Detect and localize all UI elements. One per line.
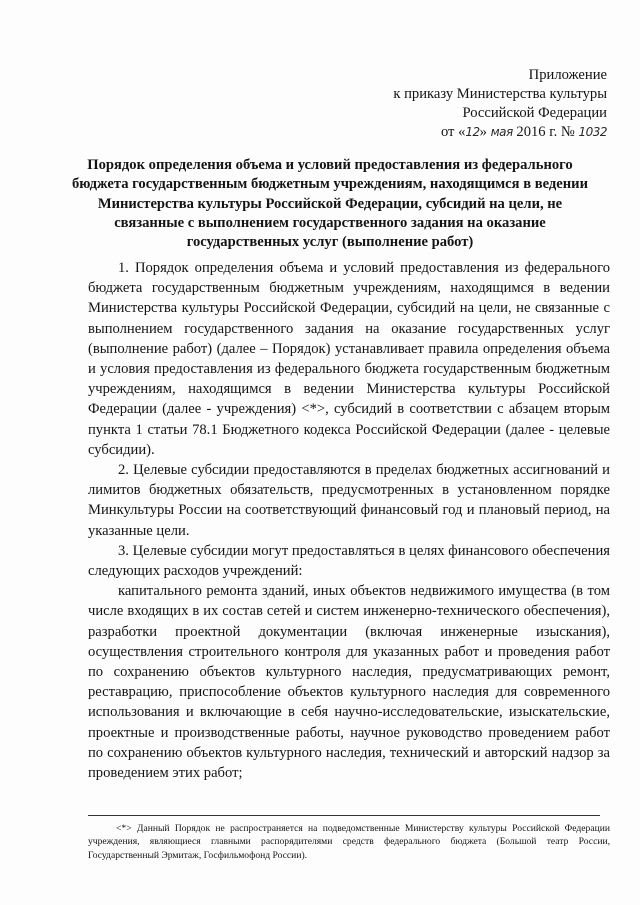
appendix-title: Приложение [528,67,607,83]
date-month-handwritten: мая [490,125,513,139]
date-year: 2016 г. № [512,124,579,140]
appendix-date-line [393,123,607,142]
paragraph-2: 2. Целевые субсидии предоставляются в пределах бюджетных ассигнований и лимитов бюджетных обязательств, предусмотренных в установленном порядке Минкультуры России на соответствующий финансовый год и плановый период, на указанные цели. [88,462,610,539]
document-title: Порядок определения объема и условий предоставления из федерального бюджета государственным бюджетным учреждениям, находящимся в ведении Министерства культуры Российской Федерации, субсидий на цели, не связанные с выполнением государственного задания на оказание государственных услуг (выполнение работ) [72,157,588,251]
date-prefix: от « [440,124,466,140]
appendix-order-ref: к приказу Министерства культуры [393,86,607,102]
date-day-handwritten: 12 [465,125,480,139]
appendix-ministry: Российской Федерации [462,105,607,121]
appendix-header [393,66,607,142]
footnote-text: <*> Данный Порядок не распространяется на подведомственные Министерству культуры Российской Федерации учреждения, являющиеся главными распорядителями средств федерального бюджета (Большой театр России, Государственный Эрмитаж, Госфильмофонд России). [88,823,610,861]
footnote [88,822,610,862]
document-body [88,258,610,783]
date-quote: » [479,124,491,140]
footnote-divider [88,815,600,816]
paragraph-3-item-capital-repair: капитального ремонта зданий, иных объектов недвижимого имущества (в том числе входящих в их состав сетей и систем инженерно-технического обеспечения), разработки проектной документации (включая инженерные изыскания), осуществления строительного контроля для указанных работ и проведения работ по сохранению объектов культурного наследия, предусматривающих ремонт, реставрацию, приспособление объектов культурного наследия для современного использования и включающие в себя научно-исследовательские, изыскательские, проектные и производственные работы, научное руководство проведением работ по сохранению объектов культурного наследия, технический и авторский надзор за проведением этих работ; [88,583,610,782]
order-number-handwritten: 1032 [578,125,607,139]
paragraph-3: 3. Целевые субсидии могут предоставляться в целях финансового обеспечения следующих расходов учреждений: [88,542,610,580]
paragraph-1: 1. Порядок определения объема и условий предоставления из федерального бюджета государственным бюджетным учреждениям, находящимся в ведении Министерства культуры Российской Федерации, субсидий на цели, не связанные с выполнением государственного задания на оказание государственных услуг (выполнение работ) (далее – Порядок) устанавливает правила определения объема и условия предоставления из федерального бюджета государственным бюджетным учреждениям, находящимся в ведении Министерства культуры Российской Федерации (далее - учреждения) <*>, субсидий в соответствии с абзацем вторым пункта 1 статьи 78.1 Бюджетного кодекса Российской Федерации (далее - целевые субсидии). [88,260,610,458]
